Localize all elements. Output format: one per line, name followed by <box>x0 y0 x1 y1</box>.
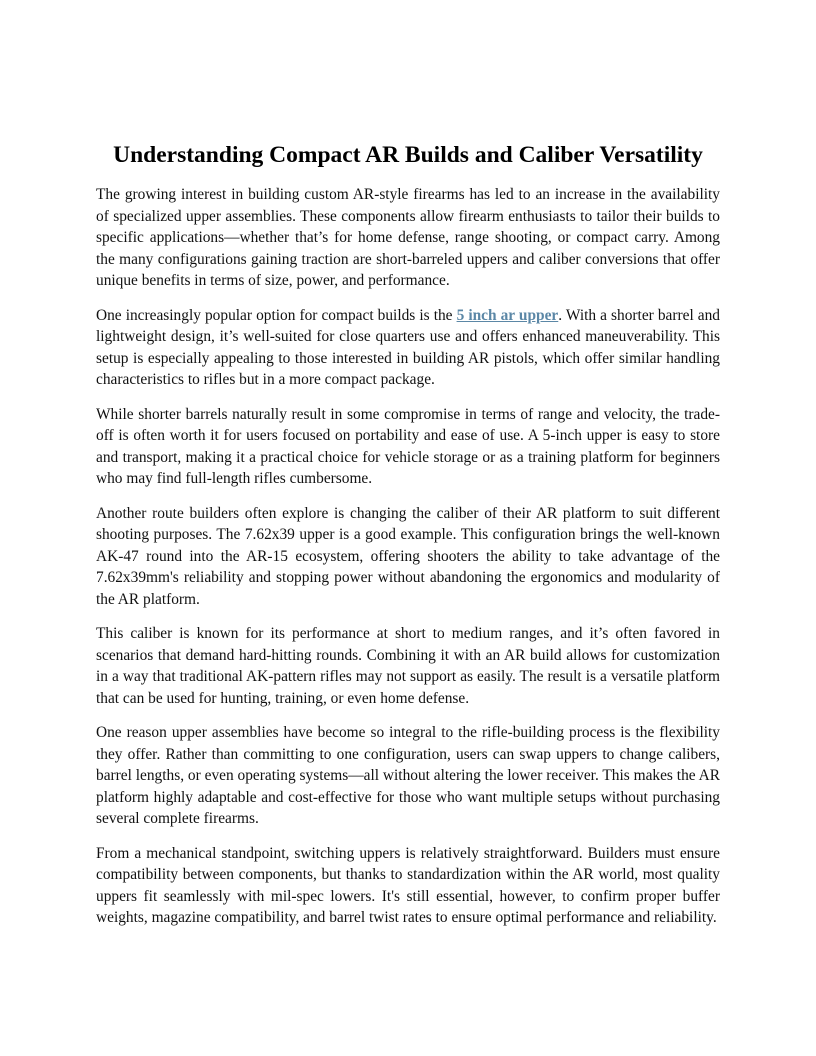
paragraph-upper-flexibility: One reason upper assemblies have become so integral to the rifle-building process is the flexibility they offer. Rather than committing to one configuration, users can swap uppers to change calibers, barrel lengths, or even operating systems—all without altering the lower receiver. This makes the AR platform highly adaptable and cost-effective for those who want multiple setups without purchasing several complete firearms. <box>96 724 720 827</box>
paragraph-caliber-change: Another route builders often explore is changing the caliber of their AR platform to suit different shooting purposes. The 7.62x39 upper is a good example. This configuration brings the well-known AK-47 round into the AR-15 ecosystem, offering shooters the ability to take advantage of the 7.62x39mm's reliability and stopping power without abandoning the ergonomics and modularity of the AR platform. <box>96 504 720 608</box>
5-inch-ar-upper-link[interactable]: 5 inch ar upper <box>456 306 559 324</box>
paragraph-text-before-link: One increasingly popular option for compact builds is the <box>96 306 457 324</box>
paragraph-short-barrels: While shorter barrels naturally result in some compromise in terms of range and velocity, the trade-off is often worth it for users focused on portability and ease of use. A 5-inch upper is easy to store and transport, making it a practical choice for vehicle storage or as a training platform for beginners who may find full-length rifles cumbersome. <box>96 405 720 487</box>
paragraph-text-after-link: . With a shorter barrel and lightweight design, it’s well-suited for close quarters use and offers enhanced maneuverability. This setup is especially appealing to those interested in building AR pistols, which offer similar handling characteristics to rifles but in a more compact package. <box>96 306 721 388</box>
paragraph-intro: The growing interest in building custom AR-style firearms has led to an increase in the availability of specialized upper assemblies. These components allow firearm enthusiasts to tailor their builds to specific applications—whether that’s for home defense, range shooting, or compact carry. Among the many configurations gaining traction are short-barreled uppers and caliber conversions that offer unique benefits in terms of size, power, and performance. <box>96 186 720 289</box>
paragraph-5-inch-upper <box>96 305 720 391</box>
paragraph-mechanical: From a mechanical standpoint, switching uppers is relatively straightforward. Builders must ensure compatibility between components, but thanks to standardization within the AR world, most quality uppers fit seamlessly with mil-spec lowers. It's still essential, however, to confirm proper buffer weights, magazine compatibility, and barrel twist rates to ensure optimal performance and reliability. <box>96 844 720 926</box>
paragraph-caliber-performance: This caliber is known for its performance at short to medium ranges, and it’s often favored in scenarios that demand hard-hitting rounds. Combining it with an AR build allows for customization in a way that traditional AK-pattern rifles may not support as easily. The result is a versatile platform that can be used for hunting, training, or even home defense. <box>96 625 720 707</box>
document-title: Understanding Compact AR Builds and Caliber Versatility <box>113 142 703 168</box>
document-page <box>96 140 720 942</box>
